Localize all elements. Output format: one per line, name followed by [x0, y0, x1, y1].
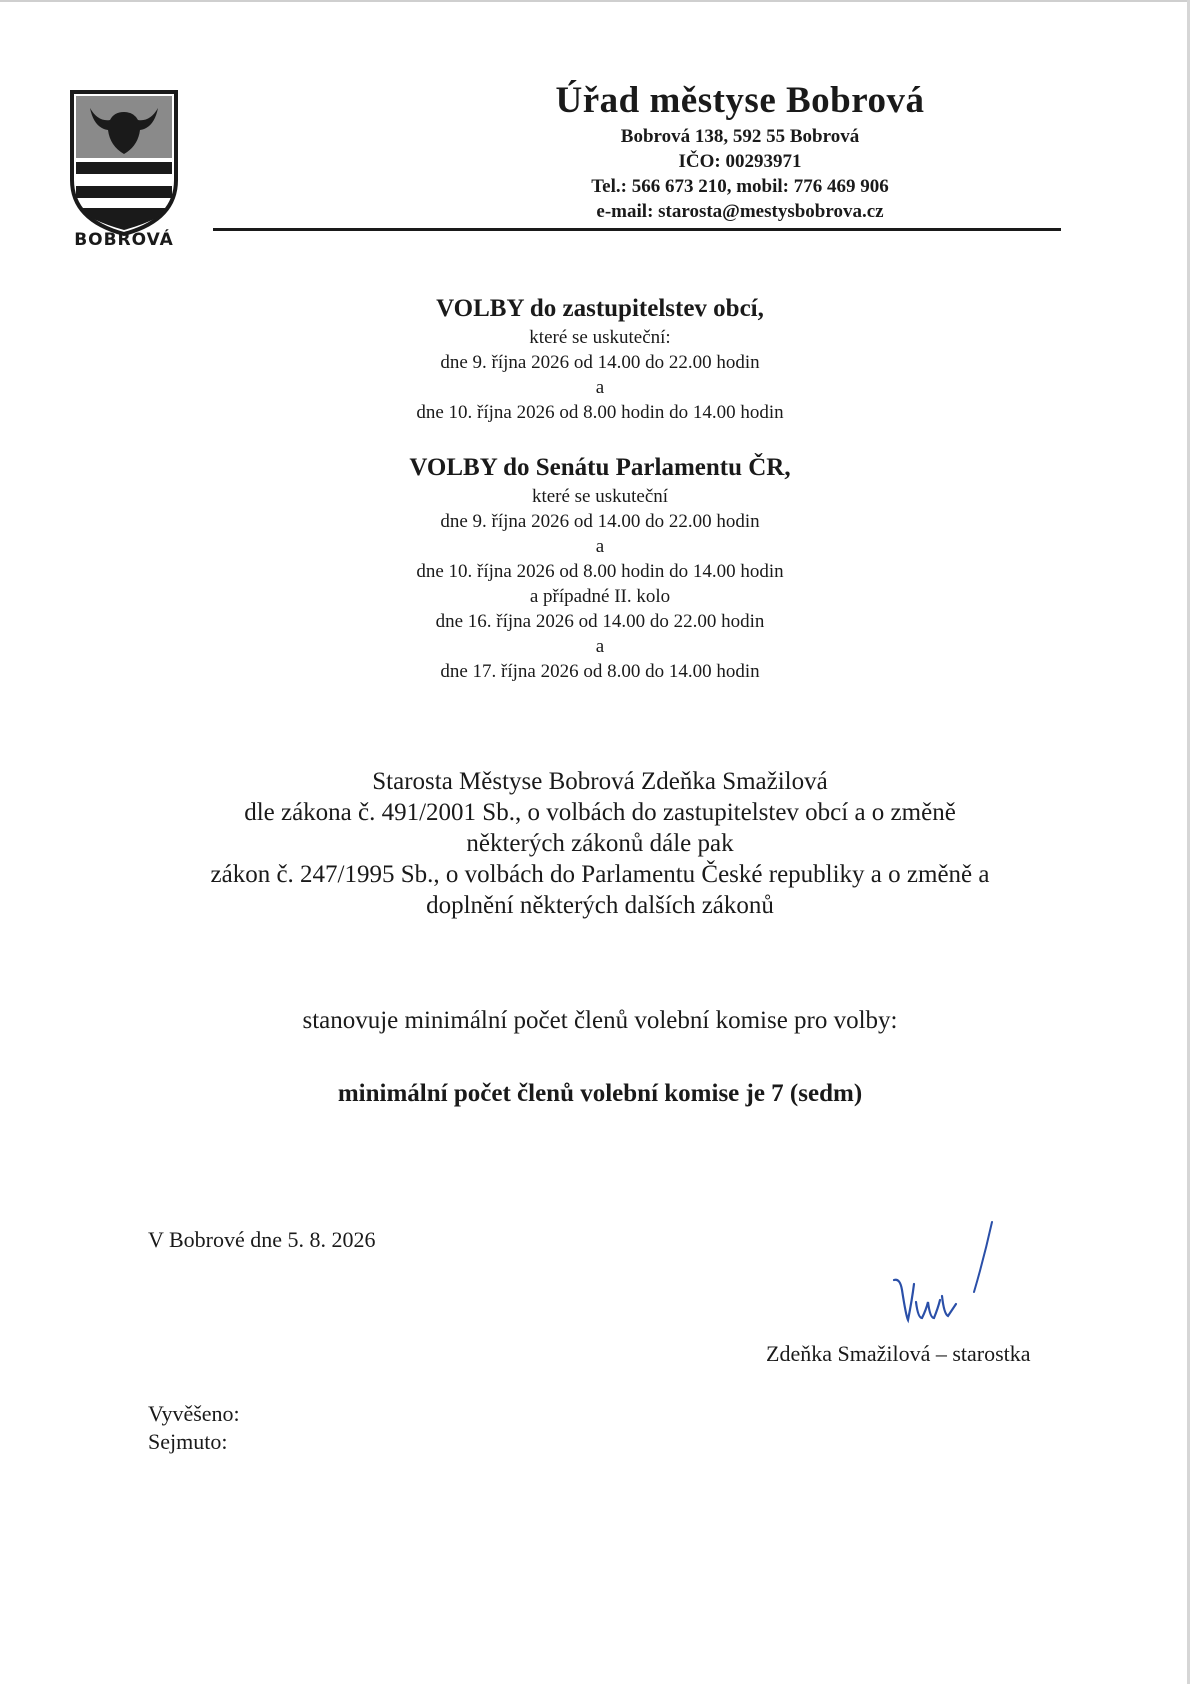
election-line: a: [595, 377, 605, 398]
election-line: dne 10. října 2026 od 8.00 hodin do 14.00 hodin: [416, 561, 784, 582]
election-line: dne 16. října 2026 od 14.00 do 22.00 hodin: [435, 611, 765, 632]
body-line: dle zákona č. 491/2001 Sb., o volbách do zastupitelstev obcí a o změně: [244, 799, 956, 826]
election-line: které se uskuteční:: [529, 327, 671, 348]
body-line: zákon č. 247/1995 Sb., o volbách do Parlamentu České republiky a o změně a: [210, 861, 990, 888]
election-title: VOLBY do Senátu Parlamentu ČR,: [409, 454, 791, 481]
election-line: a: [595, 636, 605, 657]
body-line: Starosta Městyse Bobrová Zdeňka Smažilová: [372, 768, 828, 795]
election-senate: [300, 452, 900, 684]
posted-label: Vyvěšeno:: [148, 1401, 240, 1426]
letterhead: [390, 78, 1090, 224]
office-address: Bobrová 138, 592 55 Bobrová: [620, 126, 860, 147]
body-line: doplnění některých dalších zákonů: [426, 892, 774, 919]
election-line: a: [595, 536, 605, 557]
scan-edge-top: [0, 0, 1190, 2]
election-line: dne 9. října 2026 od 14.00 do 22.00 hodin: [440, 352, 760, 373]
posting-record: [148, 1400, 240, 1456]
signature-icon: [892, 1220, 1012, 1340]
crest-caption: BOBROVÁ: [74, 230, 174, 250]
place-date: V Bobrové dne 5. 8. 2026: [148, 1227, 376, 1252]
election-line: které se uskuteční: [531, 486, 669, 507]
election-line: a případné II. kolo: [529, 586, 671, 607]
office-email: e-mail: starosta@mestysbobrova.cz: [596, 201, 884, 222]
election-title: VOLBY do zastupitelstev obcí,: [436, 295, 764, 322]
decision-statement: minimální počet členů volební komise je 7 (sedm): [337, 1080, 863, 1107]
signer-name: Zdeňka Smažilová – starostka: [766, 1341, 1031, 1366]
header-divider: [213, 228, 1061, 231]
decision-lead: stanovuje minimální počet členů volební komise pro volby:: [302, 1007, 898, 1034]
coat-of-arms-icon: [68, 88, 180, 238]
office-title: Úřad městyse Bobrová: [555, 80, 925, 121]
election-municipal: [300, 293, 900, 425]
election-line: dne 10. října 2026 od 8.00 hodin do 14.00 hodin: [416, 402, 784, 423]
office-ico: IČO: 00293971: [678, 151, 802, 172]
body-line: některých zákonů dále pak: [466, 830, 734, 857]
legal-basis: [140, 766, 1060, 921]
election-line: dne 17. října 2026 od 8.00 do 14.00 hodin: [440, 661, 760, 682]
election-line: dne 9. října 2026 od 14.00 do 22.00 hodin: [440, 511, 760, 532]
office-phone: Tel.: 566 673 210, mobil: 776 469 906: [591, 176, 889, 197]
removed-label: Sejmuto:: [148, 1429, 228, 1454]
